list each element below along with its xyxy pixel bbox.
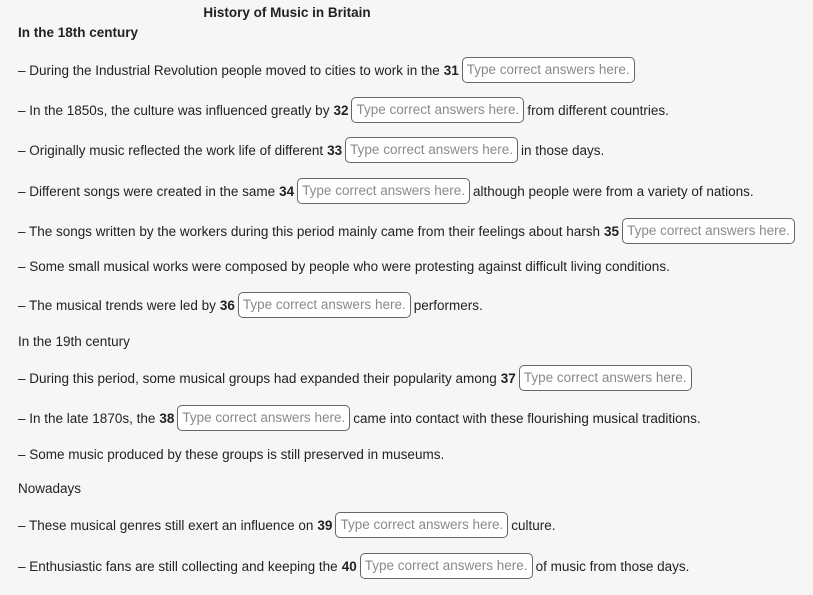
question-37-text: – During this period, some musical groups had expanded their popularity among — [18, 370, 497, 386]
answer-input-36[interactable]: Type correct answers here. — [238, 292, 411, 318]
section-heading-nowadays: Nowadays — [18, 481, 82, 496]
answer-input-38[interactable]: Type correct answers here. — [177, 405, 350, 431]
question-35-number: 35 — [604, 223, 620, 239]
question-33-text-after: in those days. — [521, 142, 605, 158]
question-40-number: 40 — [341, 558, 357, 574]
answer-input-34[interactable]: Type correct answers here. — [297, 178, 470, 204]
answer-input-32[interactable]: Type correct answers here. — [351, 97, 524, 123]
answer-input-39[interactable]: Type correct answers here. — [335, 512, 508, 538]
question-38-text-after: came into contact with these flourishing musical traditions. — [353, 410, 701, 426]
question-40-text-after: of music from those days. — [535, 558, 690, 574]
question-40 — [18, 553, 689, 579]
question-39-number: 39 — [317, 517, 333, 533]
answer-input-31[interactable]: Type correct answers here. — [462, 57, 635, 83]
answer-input-37[interactable]: Type correct answers here. — [519, 365, 692, 391]
question-34-text-after: although people were from a variety of nations. — [473, 183, 754, 199]
question-36-number: 36 — [219, 297, 235, 313]
question-32-text: – In the 1850s, the culture was influenced greatly by — [18, 102, 330, 118]
question-34-number: 34 — [279, 183, 295, 199]
question-36 — [18, 292, 483, 318]
section-heading-18th-century: In the 18th century — [18, 25, 139, 40]
question-31-number: 31 — [443, 62, 459, 78]
question-38-text: – In the late 1870s, the — [18, 410, 156, 426]
statement-text: – Some small musical works were composed by people who were protesting against difficult living conditions. — [18, 259, 670, 274]
statement-line — [18, 259, 670, 274]
question-33 — [18, 137, 604, 163]
question-38-number: 38 — [159, 410, 175, 426]
statement-text: – Some music produced by these groups is still preserved in museums. — [18, 447, 445, 462]
answer-input-40[interactable]: Type correct answers here. — [360, 553, 533, 579]
answer-input-33[interactable]: Type correct answers here. — [345, 137, 518, 163]
section-heading-19th-century: In the 19th century — [18, 334, 130, 349]
question-38 — [18, 405, 701, 431]
answer-input-35[interactable]: Type correct answers here. — [622, 218, 795, 244]
question-33-text: – Originally music reflected the work life of different — [18, 142, 324, 158]
question-35-text: – The songs written by the workers during this period mainly came from their feelings about harsh — [18, 223, 601, 239]
question-39-text-after: culture. — [511, 517, 556, 533]
question-32-text-after: from different countries. — [527, 102, 669, 118]
question-37-number: 37 — [500, 370, 516, 386]
question-33-number: 33 — [327, 142, 343, 158]
question-40-text: – Enthusiastic fans are still collecting and keeping the — [18, 558, 338, 574]
question-34 — [18, 178, 754, 204]
question-36-text: – The musical trends were led by — [18, 297, 216, 313]
question-37 — [18, 365, 695, 391]
question-31 — [18, 57, 638, 83]
question-31-text: – During the Industrial Revolution people moved to cities to work in the — [18, 62, 440, 78]
page-title: History of Music in Britain — [203, 5, 371, 20]
question-34-text: – Different songs were created in the same — [18, 183, 276, 199]
question-32-number: 32 — [333, 102, 349, 118]
statement-line — [18, 447, 444, 462]
question-39 — [18, 512, 556, 538]
question-35 — [18, 218, 798, 244]
question-32 — [18, 97, 669, 123]
question-39-text: – These musical genres still exert an influence on — [18, 517, 314, 533]
question-36-text-after: performers. — [413, 297, 483, 313]
